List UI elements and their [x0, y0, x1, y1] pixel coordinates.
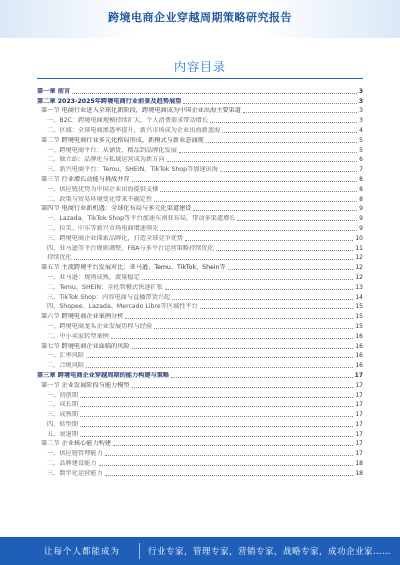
toc-entry[interactable] [37, 262, 363, 272]
toc-leader-dots [172, 299, 353, 300]
toc-entry-page: 8 [359, 195, 363, 203]
toc-entry[interactable] [37, 311, 363, 321]
toc-leader-dots [99, 465, 354, 466]
toc-leader-dots [243, 112, 357, 113]
toc-entry[interactable] [37, 448, 363, 458]
toc-entry-title: 第二章 2023-2025年跨境电商行业前景及趋势展望 [37, 97, 182, 105]
toc-entry-title: 第一节 企业发展阶段与能力模型 [41, 381, 130, 389]
toc-leader-dots [80, 406, 353, 407]
toc-entry-page: 15 [355, 313, 363, 321]
toc-entry[interactable] [37, 351, 363, 361]
toc-leader-dots [111, 338, 353, 339]
toc-entry[interactable] [37, 204, 363, 214]
toc-entry-page: 11 [355, 244, 363, 252]
toc-entry[interactable] [37, 125, 363, 135]
toc-leader-dots [132, 387, 354, 388]
toc-leader-dots [165, 289, 353, 290]
toc-entry-page: 17 [355, 381, 363, 389]
toc-entry[interactable] [37, 282, 363, 292]
toc-leader-dots [193, 210, 357, 211]
toc-entry-page: 3 [359, 117, 363, 125]
toc-leader-dots [154, 201, 357, 202]
toc-leader-dots [125, 318, 353, 319]
toc-leader-dots [200, 308, 354, 309]
toc-entry-page: 7 [359, 166, 363, 174]
toc-entry-page: 17 [355, 420, 363, 428]
toc-entry[interactable] [37, 213, 363, 223]
toc-entry[interactable] [37, 321, 363, 331]
toc-leader-dots [80, 397, 353, 398]
toc-entry-page: 18 [355, 460, 363, 468]
toc-entry-title: 第一章 前言 [37, 87, 71, 95]
toc-entry-page: 4 [359, 126, 363, 134]
toc-entry[interactable] [37, 272, 363, 282]
toc-leader-dots [142, 279, 354, 280]
toc-leader-dots [222, 132, 357, 133]
footer-tagline: 行业专家，管理专家，营销专家，战略专家，成功企业家…… [148, 547, 392, 557]
toc-leader-dots [167, 161, 358, 162]
toc-entry[interactable] [37, 302, 363, 312]
toc-leader-dots [132, 348, 354, 349]
toc-entry-page: 17 [355, 411, 363, 419]
toc-entry-title: 二、拉美、中东等新兴市场电商增速领先 [47, 224, 159, 232]
toc-entry-page: 16 [355, 332, 363, 340]
toc-entry-title: 三、数字化运营能力 [47, 469, 103, 477]
toc-entry-page: 16 [355, 342, 363, 350]
toc-entry[interactable] [37, 458, 363, 468]
toc-entry-title: 二、中小卖家转型案例 [47, 332, 109, 340]
toc-entry[interactable] [37, 360, 363, 370]
toc-entry-page: 17 [355, 391, 363, 399]
toc-entry-title: 持续优化 [47, 254, 72, 262]
toc-leader-dots [171, 377, 353, 378]
toc-entry-title: 四、亚马逊等平台规则调整，FBA与多平台运营策略持续优化 [47, 244, 214, 252]
toc-entry[interactable] [37, 400, 363, 410]
toc-entry-title: 第七节 跨境电商企业面临的风险 [41, 342, 130, 350]
toc-entry-page: 9 [359, 205, 363, 213]
toc-entry-title: 二、合规风险 [47, 362, 85, 370]
toc-entry-page: 10 [355, 234, 363, 242]
toc-entry[interactable] [37, 370, 363, 380]
toc-entry-page: 15 [355, 322, 363, 330]
footer-banner [0, 537, 400, 565]
toc-leader-dots [80, 416, 353, 417]
toc-entry-page: 3 [358, 97, 363, 105]
toc-entry-page: 9 [359, 215, 363, 223]
toc-entry[interactable] [37, 194, 363, 204]
toc-entry[interactable] [37, 253, 363, 263]
toc-leader-dots [228, 269, 354, 270]
toc-entry[interactable] [37, 390, 363, 400]
toc-entry[interactable] [37, 331, 363, 341]
toc-entry-page: 16 [355, 362, 363, 370]
toc-entry-page: 17 [355, 401, 363, 409]
toc-heading: 内容目录 [173, 60, 226, 74]
toc-entry-page: 12 [355, 254, 363, 262]
toc-entry-title: 一、供应链管理能力 [47, 450, 103, 458]
toc-entry[interactable] [37, 419, 363, 429]
toc-entry-title: 二、成长期 [47, 401, 78, 409]
toc-leader-dots [183, 103, 356, 104]
toc-entry-title: 一、B2C：跨境电商规模持续扩大，个人消费需求带动增长 [47, 117, 209, 125]
toc-entry-title: 三、成熟期 [47, 411, 78, 419]
toc-leader-dots [237, 220, 357, 221]
toc-leader-dots [74, 259, 354, 260]
footer-divider [139, 543, 140, 559]
toc-entry-title: 第一节 电商行业进入全球化新阶段，跨境电商成为中国企业出海主要渠道 [41, 107, 241, 115]
toc-leader-dots [210, 122, 357, 123]
toc-entry[interactable] [37, 429, 363, 439]
toc-leader-dots [80, 426, 353, 427]
toc-entry-title: 一、跨境电商龙头企业发展历程与经验 [47, 322, 153, 330]
toc-entry-page: 15 [355, 303, 363, 311]
footer-slogan: 让每个人都能成为 [44, 547, 121, 557]
toc-leader-dots [105, 455, 354, 456]
toc-divider [37, 78, 363, 79]
toc-entry-page: 14 [355, 293, 363, 301]
toc-entry-title: 三、TikTok Shop：内容电商与直播带货兴起 [47, 293, 171, 301]
toc-entry-page: 17 [355, 440, 363, 448]
toc-entry[interactable] [37, 233, 363, 243]
toc-leader-dots [160, 230, 357, 231]
toc-entry-page: 8 [359, 185, 363, 193]
toc-entry-title: 第三节 行业增长动能与挑战并存 [41, 175, 130, 183]
toc-leader-dots [105, 475, 354, 476]
toc-entry-title: 第六节 跨境电商企业案例分析 [41, 313, 124, 321]
toc-entry-title: 四、Shopee、Lazada、Mercado Libre等区域性平台 [47, 303, 198, 311]
toc-entry[interactable] [37, 96, 363, 106]
toc-leader-dots [86, 367, 353, 368]
toc-entry-title: 一、跨境电商平台：从铺货、精品到品牌化发展 [47, 146, 177, 154]
toc-leader-dots [154, 328, 353, 329]
toc-entry-title: 三、新兴电商平台：Temu、SHEIN、TikTok Shop等加速出海 [47, 166, 218, 174]
toc-entry[interactable] [37, 243, 363, 253]
toc-entry-page: 13 [355, 283, 363, 291]
toc-entry-page: 5 [359, 146, 363, 154]
toc-entry[interactable] [37, 341, 363, 351]
toc-entry-page: 17 [355, 450, 363, 458]
toc-entry-page: 3 [358, 87, 363, 95]
toc-entry-title: 二、独立站：品牌化与私域运营成为新方向 [47, 156, 165, 164]
toc-entry[interactable] [37, 184, 363, 194]
toc-entry[interactable] [37, 223, 363, 233]
toc-entry-page: 12 [355, 273, 363, 281]
toc-entry-title: 二、Temu、SHEIN：全托管模式快速扩张 [47, 283, 163, 291]
toc-entry-page: 9 [359, 224, 363, 232]
toc-entry[interactable] [37, 115, 363, 125]
toc-entry-page: 12 [355, 264, 363, 272]
toc-leader-dots [86, 357, 353, 358]
toc-entry[interactable] [37, 145, 363, 155]
toc-entry-title: 二、品牌建设能力 [47, 460, 97, 468]
toc-entry[interactable] [37, 380, 363, 390]
toc-entry-title: 三、跨境电商企业探索品牌化，打造全球竞争优势 [47, 234, 184, 242]
toc-entry-page: 17 [354, 371, 363, 379]
toc-leader-dots [206, 142, 357, 143]
toc-entry-page: 6 [359, 156, 363, 164]
toc-entry[interactable] [37, 439, 363, 449]
toc-entry-title: 第二节 企业核心能力构建 [41, 440, 112, 448]
toc-leader-dots [80, 436, 353, 437]
toc-entry-page: 5 [359, 136, 363, 144]
toc-entry-page: 17 [355, 430, 363, 438]
toc-entry-title: 第四节 电商行业新机遇：全球化布局与多元化渠道建设 [41, 205, 192, 213]
toc-leader-dots [185, 240, 353, 241]
toc-entry-title: 一、初创期 [47, 391, 78, 399]
toc-leader-dots [132, 181, 358, 182]
toc-entry[interactable] [37, 409, 363, 419]
toc-leader-dots [160, 191, 357, 192]
toc-entry-title: 第二节 跨境电商行业多元化格局形成，新模式与新业态涌现 [41, 136, 204, 144]
table-of-contents [37, 86, 363, 478]
toc-entry[interactable] [37, 106, 363, 116]
toc-entry[interactable] [37, 292, 363, 302]
toc-entry-title: 一、亚马逊：规则成熟，流量稳定 [47, 273, 140, 281]
toc-entry-page: 16 [355, 352, 363, 360]
toc-leader-dots [72, 93, 357, 94]
toc-entry[interactable] [37, 135, 363, 145]
toc-entry-title: 一、供应链优势为中国企业出海提供支撑 [47, 185, 159, 193]
toc-entry-title: 一、汇率风险 [47, 352, 85, 360]
toc-entry-title: 一、Lazada、TikTok Shop等平台加速东南亚布局，带动多渠道增长 [47, 215, 236, 223]
toc-leader-dots [179, 152, 357, 153]
toc-entry-page: 8 [359, 175, 363, 183]
toc-entry-page: 18 [355, 469, 363, 477]
toc-entry[interactable] [37, 174, 363, 184]
toc-entry-title: 第五节 主流跨境平台发展对比：亚马逊、Temu、TikTok、Shein等 [41, 264, 226, 272]
toc-entry[interactable] [37, 155, 363, 165]
toc-entry[interactable] [37, 164, 363, 174]
toc-entry-title: 第三章 跨境电商企业穿越周期的能力构建与策略 [37, 371, 170, 379]
toc-leader-dots [216, 250, 354, 251]
toc-entry[interactable] [37, 468, 363, 478]
toc-entry-title: 五、衰退期 [47, 430, 78, 438]
toc-entry-title: 四、转型期 [47, 420, 78, 428]
toc-leader-dots [220, 171, 357, 172]
toc-entry-title: 二、政策与贸易环境变化带来不确定性 [47, 195, 153, 203]
toc-entry-page: 3 [359, 107, 363, 115]
toc-entry[interactable] [37, 86, 363, 96]
toc-entry-title: 二、区域：全球电商渗透率提升，新兴市场成为企业出海新蓝海 [47, 126, 221, 134]
toc-leader-dots [113, 445, 353, 446]
report-title: 跨境电商企业穿越周期策略研究报告 [108, 11, 292, 24]
